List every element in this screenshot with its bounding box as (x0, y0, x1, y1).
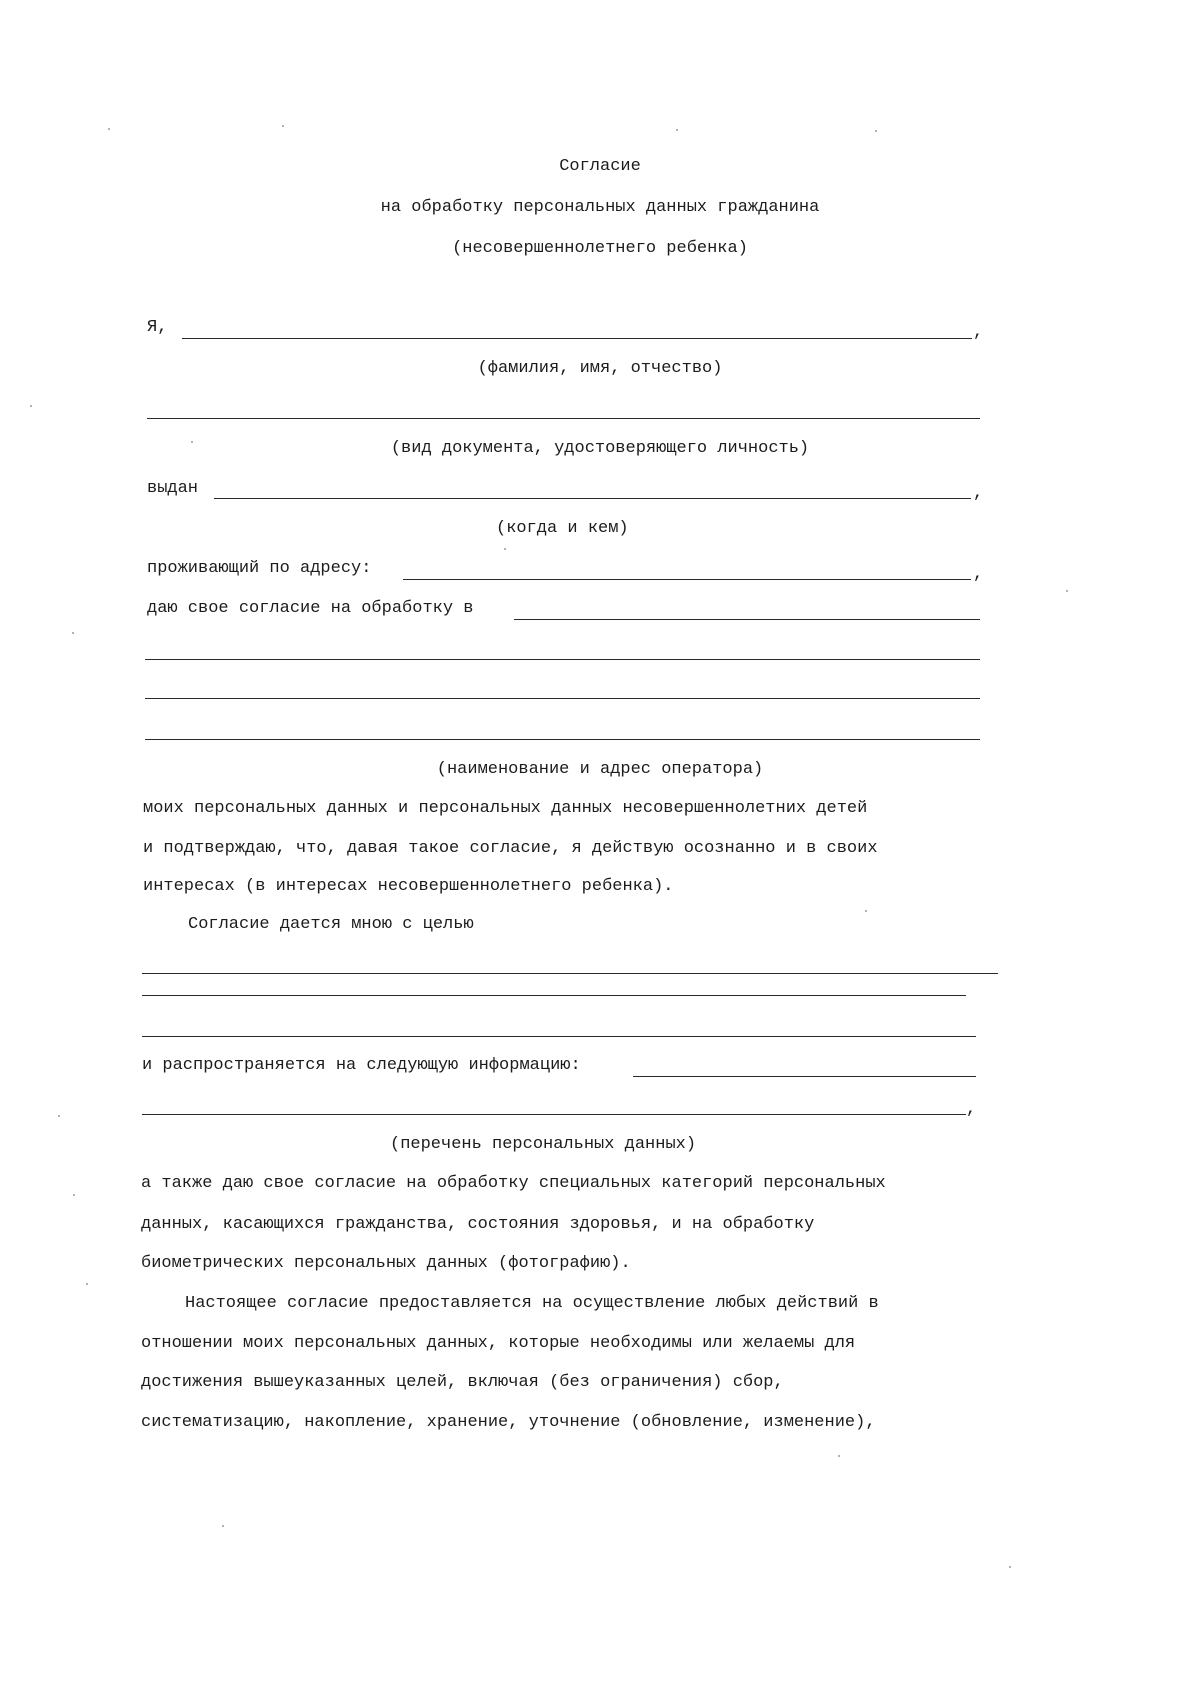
document-subtitle-minor: (несовершеннолетнего ребенка) (452, 239, 748, 258)
scan-speck (1009, 1566, 1011, 1568)
info-field-1[interactable] (633, 1076, 976, 1077)
paragraph-1-line-3: интересах (в интересах несовершеннолетнего ребенка). (143, 877, 674, 896)
scan-speck (73, 1194, 75, 1196)
caption-document: (вид документа, удостоверяющего личность) (390, 439, 810, 458)
paragraph-2-line-2: данных, касающихся гражданства, состояния здоровья, и на обработку (141, 1215, 815, 1234)
scan-speck (1066, 590, 1068, 592)
paragraph-3-line-3: достижения вышеуказанных целей, включая (без ограничения) сбор, (141, 1373, 784, 1392)
purpose-label: Согласие дается мною с целью (188, 915, 474, 934)
paragraph-3-line-4: систематизацию, накопление, хранение, уточнение (обновление, изменение), (141, 1413, 876, 1432)
paragraph-1-line-1: моих персональных данных и персональных данных несовершеннолетних детей (143, 799, 868, 818)
paragraph-3-line-1: Настоящее согласие предоставляется на осуществление любых действий в (185, 1294, 879, 1313)
fio-comma: , (973, 323, 984, 342)
info-field-2[interactable] (142, 1114, 966, 1115)
address-label: проживающий по адресу: (147, 559, 372, 578)
document-title: Согласие (559, 157, 641, 176)
caption-when: (когда и кем) (496, 519, 629, 538)
paragraph-1-line-2: и подтверждаю, что, давая такое согласие, я действую осознанно и в своих (143, 839, 878, 858)
scan-speck (86, 1283, 88, 1285)
caption-operator: (наименование и адрес оператора) (436, 760, 764, 779)
scan-speck (30, 405, 32, 407)
ya-label: Я, (147, 318, 168, 337)
operator-field-1[interactable] (514, 619, 980, 620)
consent-label: даю свое согласие на обработку в (147, 599, 474, 618)
scan-speck (865, 910, 867, 912)
scan-speck (191, 441, 193, 443)
purpose-field-1[interactable] (142, 973, 998, 974)
scan-speck (108, 128, 110, 130)
scan-speck (282, 125, 284, 127)
operator-field-2[interactable] (145, 659, 980, 660)
paragraph-3-line-2: отношении моих персональных данных, которые необходимы или желаемы для (141, 1334, 856, 1353)
paragraph-2-line-1: а также даю свое согласие на обработку специальных категорий персональных (141, 1174, 886, 1193)
scan-speck (72, 632, 74, 634)
scan-speck (222, 1525, 224, 1527)
issued-label: выдан (147, 479, 199, 498)
info-label: и распространяется на следующую информацию: (142, 1056, 581, 1075)
document-subtitle: на обработку персональных данных гражданина (380, 198, 820, 217)
scan-speck (838, 1455, 840, 1457)
address-field[interactable] (403, 579, 971, 580)
issued-comma: , (973, 484, 984, 503)
caption-list: (перечень персональных данных) (390, 1135, 697, 1154)
scan-speck (676, 129, 678, 131)
operator-field-3[interactable] (145, 698, 980, 699)
paragraph-2-line-3: биометрических персональных данных (фотографию). (141, 1254, 631, 1273)
fio-field[interactable] (182, 338, 972, 339)
purpose-field-3[interactable] (142, 1036, 976, 1037)
document-type-field[interactable] (147, 418, 980, 419)
caption-fio: (фамилия, имя, отчество) (477, 359, 723, 378)
issued-field[interactable] (214, 498, 971, 499)
operator-field-4[interactable] (145, 739, 980, 740)
scan-speck (504, 548, 506, 550)
scan-speck (875, 130, 877, 132)
address-comma: , (973, 565, 984, 584)
info-comma: , (966, 1100, 977, 1119)
scan-speck (58, 1115, 60, 1117)
purpose-field-2[interactable] (142, 995, 966, 996)
